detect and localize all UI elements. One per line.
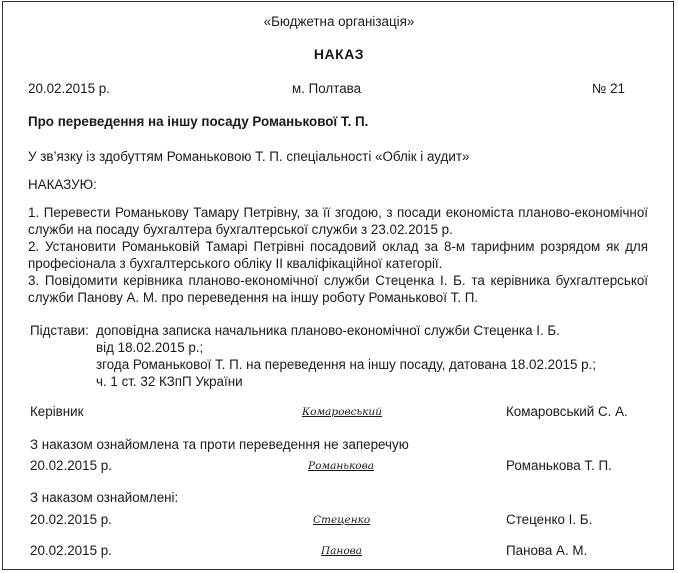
grounds-line-4: ч. 1 ст. 32 КЗпП України [96,374,243,389]
order-number: № 21 [592,81,625,96]
order-date: 20.02.2015 р. [28,81,110,96]
employee-name: Романькова Т. П. [506,458,612,473]
employee-ack-text: З наказом ознайомлена та проти переведення не заперечую [30,437,409,452]
order-city: м. Полтава [292,81,362,96]
ack-row-2-date: 20.02.2015 р. [30,543,112,558]
document-type: НАКАЗ [313,46,365,62]
director-label: Керівник [30,404,84,419]
grounds-line-1: доповідна записка начальника планово-економічної служби Стеценка І. Б. [96,323,560,338]
order-item-3: 3. Повідомити керівника планово-економічної служби Стеценка І. Б. та керівника бухгалтерської служби Панову А. М. про переведення на іншу роботу Романькової Т. П. [28,273,648,305]
order-item-1: 1. Перевести Романькову Тамару Петрівну, за її згодою, з посади економіста планово-економічної служби на посаду бухгалтера бухгалтерської служби з 23.02.2015 р. [28,205,648,237]
director-name: Комаровський С. А. [506,404,628,419]
ack-row-1-date: 20.02.2015 р. [30,512,112,527]
ack-row-2-name: Панова А. М. [506,543,588,558]
order-reason: У зв’язку із здобуттям Романьковою Т. П. спеціальності «Облік і аудит» [28,149,470,164]
ack-row-2-signature: Панова [321,545,363,557]
grounds-line-3: згода Романькової Т. П. на переведення на іншу посаду, датована 18.02.2015 р.; [96,357,597,372]
director-signature: Комаровський [302,406,382,418]
employee-signature: Романькова [308,460,374,472]
ack-row-1-name: Стеценко І. Б. [506,512,593,527]
others-ack-text: З наказом ознайомлені: [30,490,179,505]
order-subject: Про переведення на іншу посаду Романькової Т. П. [28,114,369,129]
organization-name: «Бюджетна організація» [263,14,415,29]
ack-row-1-signature: Стеценко [313,514,371,526]
grounds-line-2: від 18.02.2015 р.; [96,340,204,355]
order-word: НАКАЗУЮ: [28,177,97,192]
employee-ack-date: 20.02.2015 р. [30,458,112,473]
grounds-label: Підстави: [30,323,89,338]
order-item-2: 2. Установити Романьковій Тамарі Петрівні посадовий оклад за 8-м тарифним розрядом як для професіонала з бухгалтерського обліку ІІ кваліфікаційної категорії. [28,239,648,271]
